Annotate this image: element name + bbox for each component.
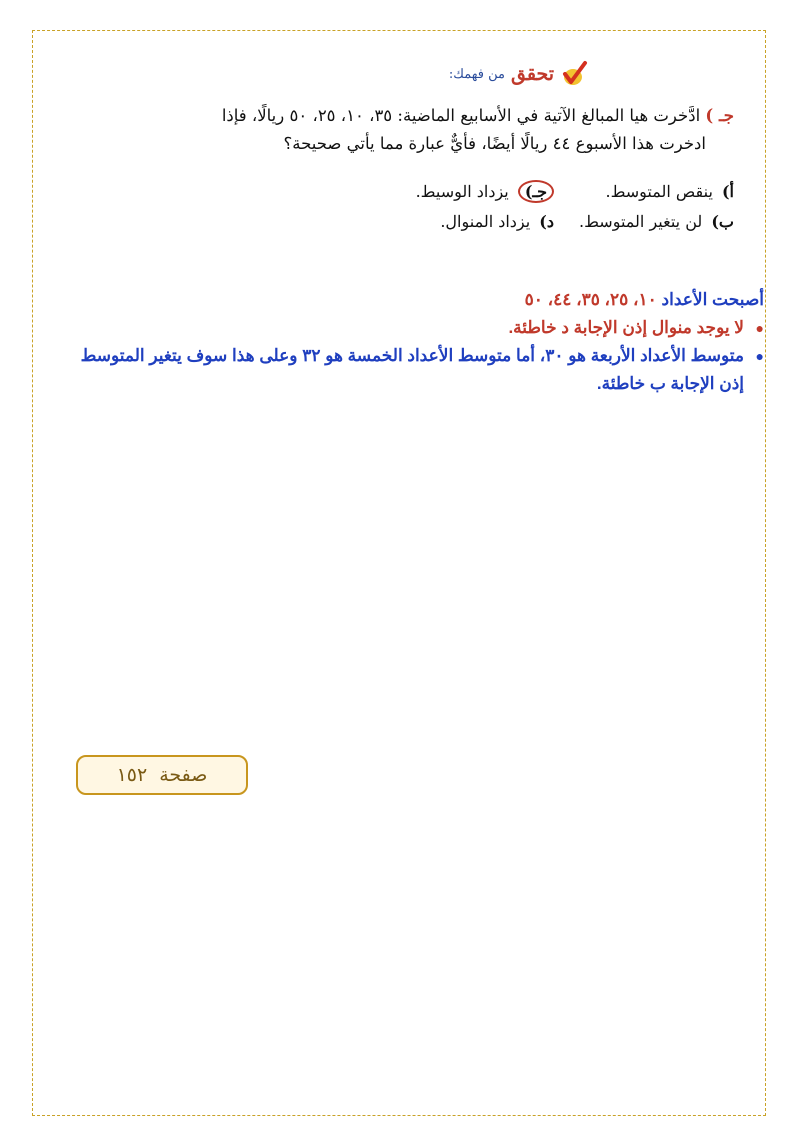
answer-bullet-1-text: لا يوجد منوال إذن الإجابة د خاطئة. — [508, 318, 744, 337]
options-row-2 — [114, 206, 734, 236]
answer-bullet-2-text: متوسط الأعداد الأربعة هو ٣٠، أما متوسط الأعداد الخمسة هو ٣٢ وعلى هذا سوف يتغير المتوسط إذن الإجابة ب خاطئة. — [80, 346, 744, 393]
option-d — [374, 212, 554, 231]
page-word: صفحة — [159, 764, 208, 786]
question-block — [114, 102, 734, 158]
answer-heading-line — [44, 286, 764, 314]
question-line-1 — [114, 102, 734, 130]
option-c — [374, 182, 554, 201]
answer-numbers: ١٠، ٢٥، ٣٥، ٤٤، ٥٠ — [524, 290, 657, 309]
question-text-1: ادَّخرت هيا المبالغ الآتية في الأسابيع الماضية: ٣٥، ١٠، ٢٥، ٥٠ ريالًا، فإذا — [221, 106, 701, 125]
bullet-dot-icon: ● — [755, 348, 764, 364]
options-block — [114, 176, 734, 236]
option-a-label: أ) — [721, 181, 734, 201]
option-d-label: د) — [539, 211, 554, 231]
answer-bullet-1 — [44, 314, 764, 342]
option-c-text: يزداد الوسيط. — [415, 181, 509, 201]
option-d-text: يزداد المنوال. — [440, 211, 531, 231]
question-text-2: ادخرت هذا الأسبوع ٤٤ ريالًا أيضًا، فأيٌّ عبارة مما يأتي صحيحة؟ — [283, 134, 706, 153]
header-title: تحقق — [510, 63, 554, 85]
option-a — [554, 182, 734, 201]
page-number: ١٥٢ — [116, 764, 148, 786]
answer-bullet-2 — [44, 342, 764, 398]
answer-heading: أصبحت الأعداد — [661, 290, 764, 309]
question-line-2 — [114, 130, 734, 158]
bullet-dot-icon: ● — [755, 320, 764, 336]
check-understanding-header — [449, 60, 588, 88]
checkmark-icon — [560, 60, 588, 88]
option-b-text: لن يتغير المتوسط. — [579, 211, 703, 231]
option-c-label-circled: جـ) — [518, 180, 554, 203]
options-row-1 — [114, 176, 734, 206]
option-a-text: ينقص المتوسط. — [605, 181, 713, 201]
header-subtitle: من فهمك: — [448, 66, 505, 82]
page-number-badge — [76, 755, 248, 795]
option-b — [554, 212, 734, 231]
question-label: جـ ) — [705, 106, 734, 125]
option-b-label: ب) — [711, 211, 734, 231]
answer-block — [44, 286, 764, 398]
